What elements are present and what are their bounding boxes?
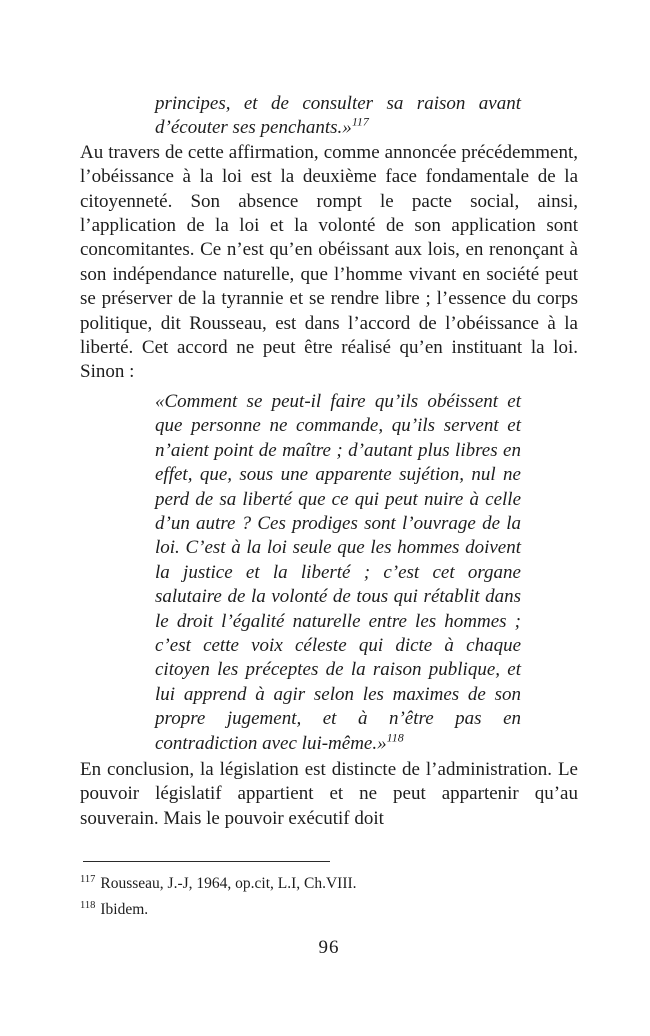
footnote-117-text: Rousseau, J.-J, 1964, op.cit, L.I, Ch.VIII. bbox=[100, 875, 357, 893]
footnote-118 bbox=[80, 897, 578, 923]
intro-quote-text: principes, et de consulter sa raison avant d’écouter ses penchants.» bbox=[155, 93, 521, 139]
footnote-118-number: 118 bbox=[80, 900, 96, 912]
intro-quote bbox=[155, 92, 521, 141]
rousseau-law-quote bbox=[155, 390, 521, 756]
page-number: 96 bbox=[318, 937, 340, 959]
footnote-ref-117: 117 bbox=[351, 115, 369, 130]
footnote-separator-rule bbox=[83, 861, 330, 862]
footnote-117-number: 117 bbox=[80, 874, 96, 886]
footnote-ref-118: 118 bbox=[386, 730, 404, 745]
rousseau-law-quote-text: «Comment se peut-il faire qu’ils obéissent et que personne ne commande, qu’ils servent et n’aient point de maître ; d’autant plus libres en effet, que, sous une apparente sujétion, nul ne perd de sa liberté que ce qui peut nuire à celle d’un autre ? Ces prodiges sont l’ouvrage de la loi. C’est à la loi seule que les hommes doivent la justice et la liberté ; c’est cet organe salutaire de la volonté de tous qui rétablit dans le droit l’égalité naturelle entre les hommes ; c’est cette voix céleste qui dicte à chaque citoyen les préceptes de la raison publique, et lui apprend à agir selon les maximes de son propre jugement, et à n’être pas en contradiction avec lui-même.» bbox=[155, 390, 521, 754]
paragraph-obedience-to-law: Au travers de cette affirmation, comme annoncée précédemment, l’obéissance à la loi est la deuxième face fondamentale de la citoyenneté. Son absence rompt le pacte social, ainsi, l’application de la loi et la volonté de son application sont concomitantes. Ce n’est qu’en obéissant aux lois, en renonçant à son indépendance naturelle, que l’homme vivant en société peut se préserver de la tyrannie et se rendre libre ; l’essence du corps politique, dit Rousseau, est dans l’accord de l’obéissance à la liberté. Cet accord ne peut être réalisé qu’en instituant la loi. Sinon : bbox=[80, 141, 578, 383]
footnote-118-text: Ibidem. bbox=[100, 901, 149, 919]
footnotes-block bbox=[80, 871, 578, 923]
paragraph-conclusion: En conclusion, la législation est distincte de l’administration. Le pouvoir législatif appartient et ne peut appartenir qu’au souverain. Mais le pouvoir exécutif doit bbox=[80, 758, 578, 829]
footnote-117 bbox=[80, 871, 578, 897]
